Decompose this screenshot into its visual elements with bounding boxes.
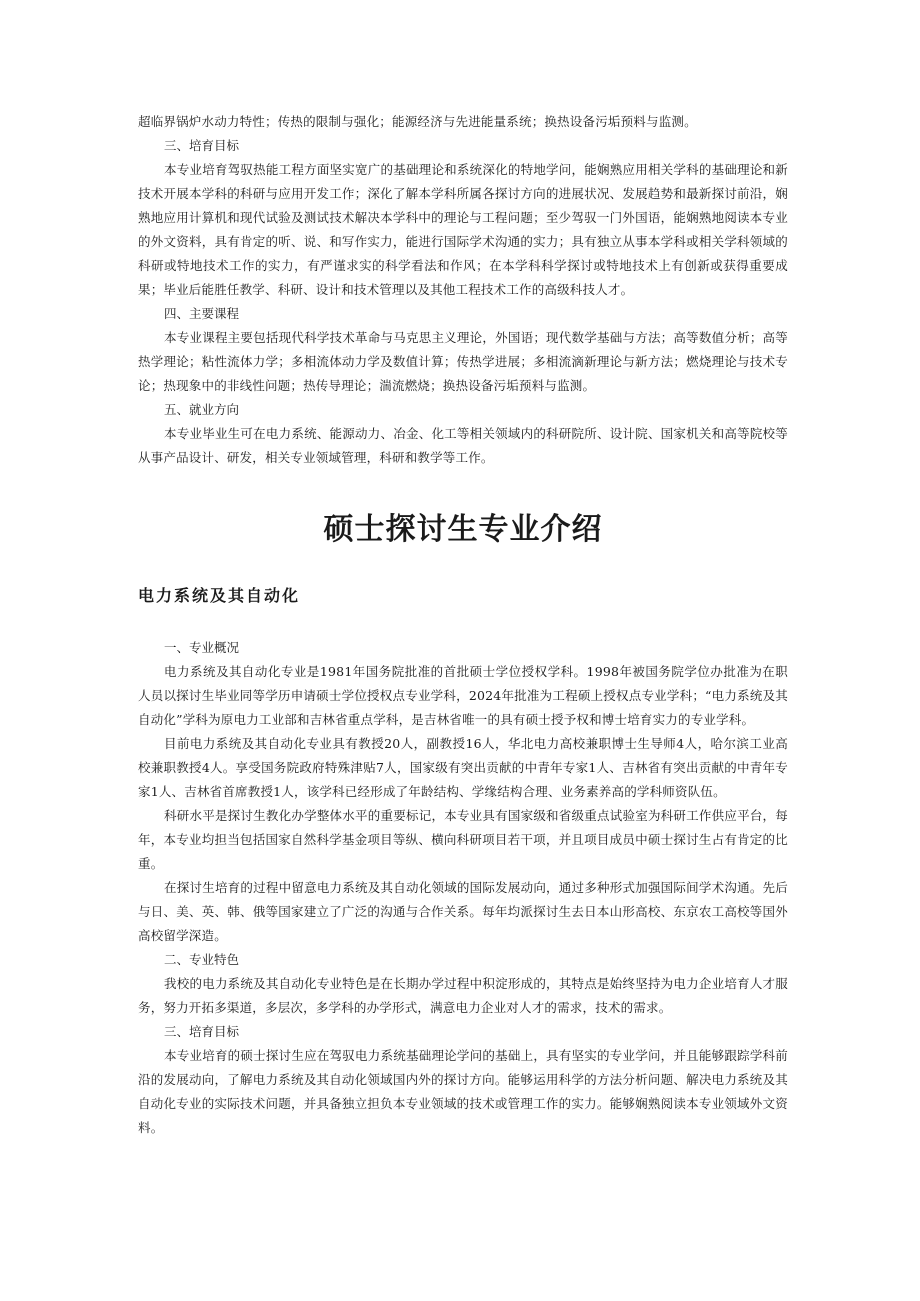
paragraph-training-goals-top: 本专业培育驾驭热能工程方面坚实宽广的基础理论和系统深化的特地学问，能娴熟应用相关学科的基础理论和新技术开展本学科的科研与应用开发工作；深化了解本学科所属各探讨方向的进展状况、发展趋势和最新探讨前沿，娴熟地应用计算机和现代试验及测试技术解决本学科中的理论与工程问题；至少驾驭一门外国语，能娴熟地阅读本专业的外文资料，具有肯定的听、说、和写作实力，能进行国际学术沟通的实力；具有独立从事本学科或相关学科领域的科研或特地技术工作的实力，有严谨求实的科学看法和作风；在本学科科学探讨或特地技术上有创新或获得重要成果；毕业后能胜任教学、科研、设计和技术管理以及其他工程技术工作的高级科技人才。 [138, 162, 788, 297]
document-title: 硕士探讨生专业介绍 [323, 512, 603, 547]
paragraph-features: 我校的电力系统及其自动化专业特色是在长期办学过程中积淀形成的，其特点是始终坚持为电力企业培育人才服务，努力开拓多渠道，多层次，多学科的办学形式，满意电力企业对人才的需求，技术的需求。 [138, 976, 788, 1015]
heading-employment: 五、就业方向 [164, 402, 240, 417]
heading-training-goals-top: 三、培育目标 [164, 138, 240, 153]
paragraph-employment: 本专业毕业生可在电力系统、能源动力、冶金、化工等相关领域内的科研院所、设计院、国家机关和高等院校等从事产品设计、研发，相关专业领域管理，科研和教学等工作。 [138, 426, 788, 465]
paragraph-overview-2: 目前电力系统及其自动化专业具有教授20人，副教授16人，华北电力高校兼职博士生导师4人，哈尔滨工业高校兼职教授4人。享受国务院政府特殊津贴7人，国家级有突出贡献的中青年专家1人、吉林省有突出贡献的中青年专家1人、吉林省首席教授1人，该学科已经形成了年龄结构、学缘结构合理、业务素养高的学科师资队伍。 [138, 736, 788, 799]
paragraph-overview-1: 电力系统及其自动化专业是1981年国务院批准的首批硕士学位授权学科。1998年被国务院学位办批准为在职人员以探讨生毕业同等学历申请硕士学位授权点专业学科，2024年批准为工程硕上授权点专业学科；“电力系统及其自动化”学科为原电力工业部和吉林省重点学科，是吉林省唯一的具有硕士授予权和博士培育实力的专业学科。 [138, 664, 788, 727]
paragraph-overview-3: 科研水平是探讨生教化办学整体水平的重要标记，本专业具有国家级和省级重点试验室为科研工作供应平台，每年，本专业均担当包括国家自然科学基金项目等纵、横向科研项目若干项，并且项目成员中硕士探讨生占有肯定的比重。 [138, 808, 788, 871]
heading-main-courses: 四、主要课程 [164, 306, 240, 321]
document-page [138, 110, 788, 1140]
heading-training-goals: 三、培育目标 [164, 1024, 240, 1039]
spacer [138, 608, 788, 636]
paragraph-training-goals: 本专业培育的硕士探讨生应在驾驭电力系统基础理论学问的基础上，具有坚实的专业学问，并且能够跟踪学科前沿的发展动向，了解电力系统及其自动化领域国内外的探讨方向。能够运用科学的方法分析问题、解决电力系统及其自动化专业的实际技术问题，并具备独立担负本专业领域的技术或管理工作的实力。能够娴熟阅读本专业领域外文资料。 [138, 1048, 788, 1135]
heading-features: 二、专业特色 [164, 952, 240, 967]
paragraph-overview-4: 在探讨生培育的过程中留意电力系统及其自动化领域的国际发展动向，通过多种形式加强国际间学术沟通。先后与日、美、英、韩、俄等国家建立了广泛的沟通与合作关系。每年均派探讨生去日本山形高校、东京农工高校等国外高校留学深造。 [138, 880, 788, 943]
paragraph-top-continuation: 超临界锅炉水动力特性；传热的限制与强化；能源经济与先进能量系统；换热设备污垢预料与监测。 [138, 114, 697, 129]
paragraph-main-courses: 本专业课程主要包括现代科学技术革命与马克思主义理论，外国语；现代数学基础与方法；高等数值分析；高等热学理论；粘性流体力学；多相流体动力学及数值计算；传热学进展；多相流滴新理论与新方法；燃烧理论与技术专论；热现象中的非线性问题；热传导理论；湍流燃烧；换热设备污垢预料与监测。 [138, 330, 788, 393]
section-title: 电力系统及其自动化 [138, 586, 301, 605]
heading-overview: 一、专业概况 [164, 640, 240, 655]
